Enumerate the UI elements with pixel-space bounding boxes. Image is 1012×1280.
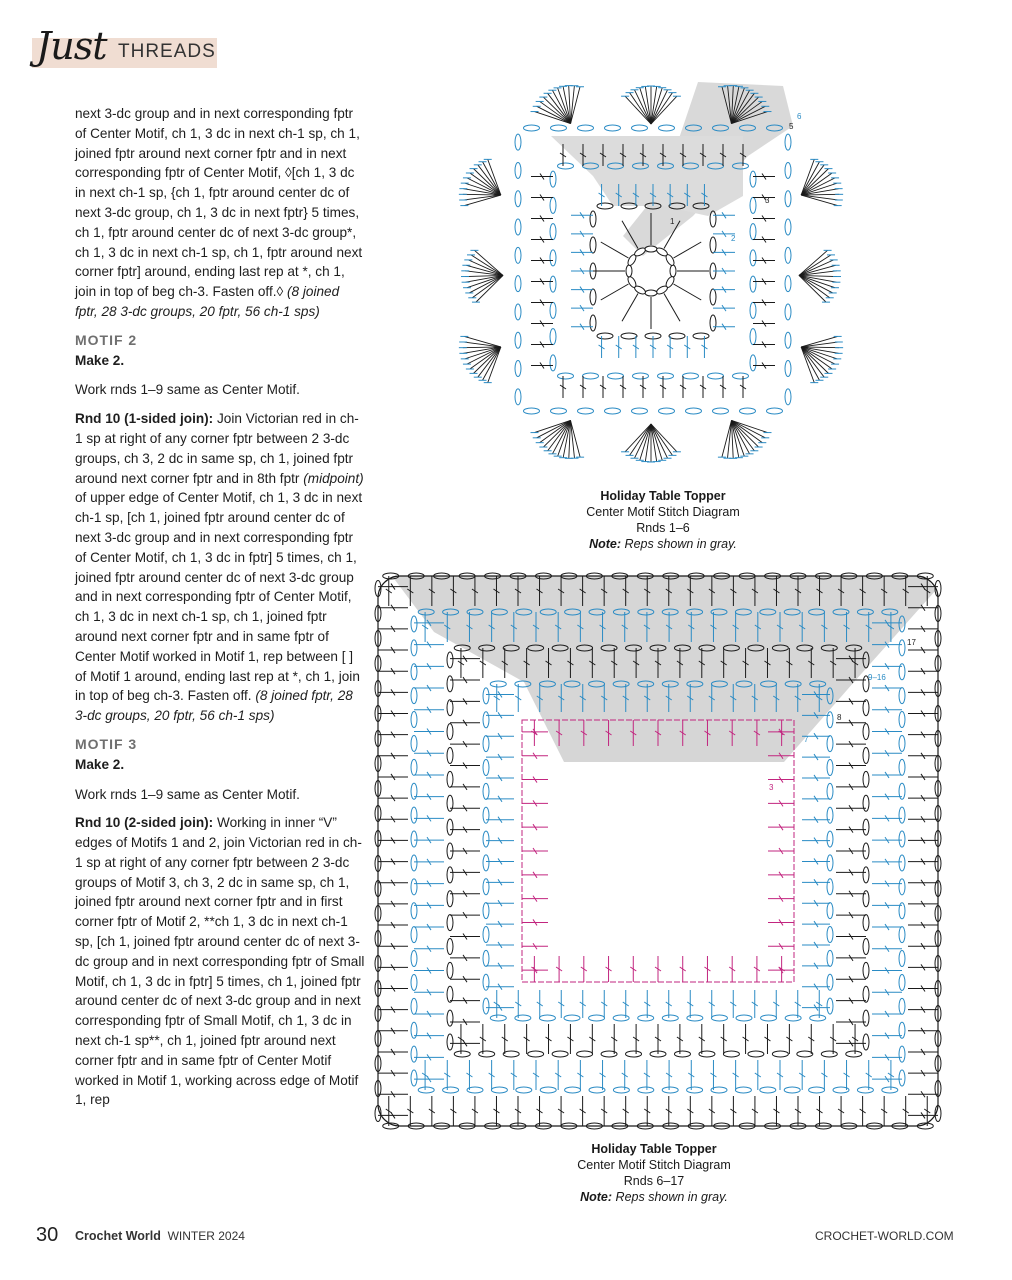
- dc-stitch: [801, 165, 824, 195]
- chain-stitch: [863, 819, 869, 835]
- chain-stitch: [645, 290, 657, 296]
- chain-stitch: [899, 831, 905, 847]
- chain-stitch: [863, 867, 869, 883]
- chain-stitch: [683, 373, 699, 379]
- chain-stitch: [899, 855, 905, 871]
- chain-stitch: [772, 1051, 788, 1057]
- dc-stitch: [463, 195, 501, 200]
- chain-stitch: [863, 747, 869, 763]
- dc-stitch: [478, 347, 501, 377]
- motif2-work: Work rnds 1–9 same as Center Motif.: [75, 382, 300, 398]
- chain-stitch: [827, 903, 833, 919]
- chain-stitch: [785, 191, 791, 207]
- page-number: 30: [36, 1224, 59, 1246]
- chain-stitch: [713, 408, 729, 414]
- pattern-text-column: [75, 104, 365, 1119]
- chain-stitch: [483, 783, 489, 799]
- chain-stitch: [710, 289, 716, 305]
- chain-stitch: [411, 831, 417, 847]
- chain-stitch: [621, 333, 637, 339]
- chain-stitch: [827, 831, 833, 847]
- dc-stitch: [801, 195, 838, 206]
- chain-stitch: [540, 1087, 556, 1093]
- chain-stitch: [515, 219, 521, 235]
- chain-stitch: [899, 1046, 905, 1062]
- chain-stitch: [899, 879, 905, 895]
- chain-stitch: [863, 986, 869, 1002]
- chain-stitch: [662, 1015, 678, 1021]
- chain-stitch: [411, 759, 417, 775]
- dc-stitch: [470, 347, 501, 369]
- chain-stitch: [515, 247, 521, 263]
- chain-stitch: [711, 1015, 727, 1021]
- dc-stitch: [801, 173, 832, 195]
- dc-stitch: [540, 101, 571, 123]
- diagram1-caption: [543, 488, 783, 552]
- chain-stitch: [669, 333, 685, 339]
- chain-stitch: [515, 361, 521, 377]
- chain-stitch: [899, 807, 905, 823]
- chain-stitch: [899, 688, 905, 704]
- chain-stitch: [411, 927, 417, 943]
- dc-stitch: [732, 420, 763, 442]
- dc-stitch: [570, 420, 580, 457]
- chain-stitch: [632, 408, 648, 414]
- chain-stitch: [550, 276, 556, 292]
- chain-stitch: [827, 950, 833, 966]
- chain-stitch: [550, 171, 556, 187]
- chain-stitch: [577, 1051, 593, 1057]
- chain-stitch: [674, 1051, 690, 1057]
- chain-stitch: [578, 125, 594, 131]
- chain-stitch: [411, 951, 417, 967]
- chain-stitch: [447, 867, 453, 883]
- chain-stitch: [659, 408, 675, 414]
- chain-stitch: [605, 408, 621, 414]
- dc-stitch: [464, 195, 501, 206]
- chain-stitch: [785, 134, 791, 150]
- chain-stitch: [899, 712, 905, 728]
- dc-stitch: [664, 294, 680, 322]
- chain-stitch: [785, 276, 791, 292]
- dc-stitch: [801, 336, 838, 347]
- dc-stitch: [728, 420, 732, 458]
- chain-stitch: [827, 855, 833, 871]
- dc-stitch: [801, 195, 839, 200]
- chain-stitch: [411, 616, 417, 632]
- chain-stitch: [664, 253, 675, 266]
- chain-stitch: [863, 795, 869, 811]
- chain-stitch: [863, 700, 869, 716]
- chain-stitch: [447, 771, 453, 787]
- chain-stitch: [655, 284, 668, 295]
- chain-stitch: [761, 1015, 777, 1021]
- chain-stitch: [447, 652, 453, 668]
- chain-stitch: [750, 250, 756, 266]
- chain-stitch: [899, 998, 905, 1014]
- chain-stitch: [708, 373, 724, 379]
- dc-stitch: [601, 284, 629, 300]
- chain-stitch: [899, 951, 905, 967]
- chain-stitch: [550, 250, 556, 266]
- chain-stitch: [863, 962, 869, 978]
- chain-stitch: [659, 125, 675, 131]
- chain-stitch: [528, 1051, 544, 1057]
- chain-stitch: [590, 237, 596, 253]
- diagram1-title: Holiday Table Topper: [600, 489, 726, 503]
- chain-stitch: [590, 289, 596, 305]
- diagram2-caption: [534, 1141, 774, 1205]
- chain-stitch: [899, 927, 905, 943]
- dc-stitch: [470, 173, 501, 195]
- diagram1-note: Note: Reps shown in gray.: [589, 537, 737, 551]
- chain-stitch: [899, 735, 905, 751]
- chain-stitch: [785, 162, 791, 178]
- stitch-diagram-rnds-6-17: [374, 572, 944, 1132]
- chain-stitch: [483, 688, 489, 704]
- chain-stitch: [551, 408, 567, 414]
- chain-stitch: [447, 795, 453, 811]
- footer-magazine: Crochet World WINTER 2024: [75, 1229, 245, 1243]
- chain-stitch: [411, 855, 417, 871]
- chain-stitch: [490, 1015, 506, 1021]
- chain-stitch: [740, 408, 756, 414]
- chain-stitch: [550, 302, 556, 318]
- chain-stitch: [797, 1051, 813, 1057]
- diagram2-note: Note: Reps shown in gray.: [580, 1190, 728, 1204]
- chain-stitch: [558, 373, 574, 379]
- chain-stitch: [760, 1087, 776, 1093]
- chain-stitch: [411, 640, 417, 656]
- chain-stitch: [483, 831, 489, 847]
- chain-stitch: [863, 891, 869, 907]
- chain-stitch: [515, 332, 521, 348]
- chain-stitch: [411, 712, 417, 728]
- dc-stitch: [674, 284, 702, 300]
- motif2-make: Make 2.: [75, 352, 125, 368]
- chain-stitch: [447, 915, 453, 931]
- dc-stitch: [601, 242, 629, 258]
- chain-stitch: [626, 275, 637, 288]
- chain-stitch: [483, 807, 489, 823]
- chain-stitch: [503, 1051, 519, 1057]
- chain-stitch: [483, 879, 489, 895]
- chain-stitch: [447, 1010, 453, 1026]
- chain-stitch: [827, 998, 833, 1014]
- diagram2-subtitle: Center Motif Stitch Diagram: [577, 1158, 731, 1172]
- chain-stitch: [491, 1087, 507, 1093]
- stitch-diagram-rnds-1-6: [443, 66, 863, 486]
- chain-stitch: [899, 1070, 905, 1086]
- chain-stitch: [863, 771, 869, 787]
- rep-gray-region: [392, 576, 936, 762]
- chain-stitch: [411, 688, 417, 704]
- chain-stitch: [882, 1087, 898, 1093]
- chain-stitch: [524, 408, 540, 414]
- chain-stitch: [633, 373, 649, 379]
- chain-stitch: [447, 891, 453, 907]
- dc-stitch: [467, 275, 503, 287]
- chain-stitch: [827, 974, 833, 990]
- chain-stitch: [589, 1015, 605, 1021]
- chain-stitch: [785, 247, 791, 263]
- chain-stitch: [767, 408, 783, 414]
- chain-stitch: [687, 1015, 703, 1021]
- chain-stitch: [539, 1015, 555, 1021]
- chain-stitch: [750, 276, 756, 292]
- chain-stitch: [899, 640, 905, 656]
- dc-stitch: [799, 275, 830, 297]
- chain-stitch: [693, 333, 709, 339]
- chain-stitch: [710, 211, 716, 227]
- diagram1-rounds: Rnds 1–6: [636, 521, 690, 535]
- chain-stitch: [490, 681, 506, 687]
- diagram2-label-8: 8: [837, 713, 842, 722]
- chain-stitch: [418, 1087, 434, 1093]
- chain-stitch: [846, 1051, 862, 1057]
- dc-stitch: [463, 342, 501, 347]
- chain-stitch: [597, 203, 613, 209]
- diagram2-label-9-16: 9–16: [868, 673, 886, 682]
- chain-stitch: [827, 879, 833, 895]
- chain-stitch: [785, 219, 791, 235]
- diagram2-label-7: 7: [804, 735, 809, 744]
- dc-stitch: [801, 347, 824, 377]
- chain-stitch: [735, 1087, 751, 1093]
- chain-stitch: [750, 197, 756, 213]
- logo-text: THREADS: [118, 41, 216, 62]
- chain-stitch: [899, 759, 905, 775]
- chain-stitch: [483, 855, 489, 871]
- chain-stitch: [785, 1015, 801, 1021]
- motif3-round10: Rnd 10 (2-sided join): Working in inner “V” edges of Motifs 1 and 2, join Victorian red in ch-1 sp at right of any corner fptr between 2 3-dc groups of Motif 3, ch 3, 2 dc in same sp, ch 1, joined fptr around next corner fptr and in first corner fptr of Motif 2, **ch 1, 3 dc in next ch-1 sp, [ch 1, joined fptr around center dc of next 3-dc group and in next corresponding fptr of Small Motif, ch 1, 3 dc in fptr] 5 times, ch 1, joined fptr around center dc of next 3-dc group and in next corresponding fptr of Small Motif, ch 1, 3 dc in next ch-1 sp**, ch 1, joined fptr around next corner fptr and in same fptr of Center Motif worked in Motif 1, working across edge of Motif 1, rep: [75, 815, 365, 1108]
- footer-site: CROCHET-WORLD.COM: [815, 1229, 954, 1243]
- chain-stitch: [550, 355, 556, 371]
- diagram1-subtitle: Center Motif Stitch Diagram: [586, 505, 740, 519]
- chain-stitch: [515, 276, 521, 292]
- chain-stitch: [785, 389, 791, 405]
- chain-stitch: [750, 302, 756, 318]
- chain-stitch: [552, 1051, 568, 1057]
- chain-stitch: [583, 373, 599, 379]
- motif3-heading: MOTIF 3: [75, 735, 138, 752]
- chain-stitch: [821, 1051, 837, 1057]
- dc-stitch: [472, 275, 503, 297]
- chain-stitch: [483, 712, 489, 728]
- chain-stitch: [733, 373, 749, 379]
- chain-stitch: [638, 1015, 654, 1021]
- chain-stitch: [662, 1087, 678, 1093]
- chain-stitch: [564, 1015, 580, 1021]
- chain-stitch: [447, 1034, 453, 1050]
- chain-stitch: [447, 676, 453, 692]
- chain-stitch: [515, 304, 521, 320]
- chain-stitch: [710, 237, 716, 253]
- chain-stitch: [443, 1087, 459, 1093]
- diagram2-title: Holiday Table Topper: [591, 1142, 717, 1156]
- chain-stitch: [447, 819, 453, 835]
- chain-stitch: [483, 927, 489, 943]
- diagram1-label-3: 3: [765, 196, 770, 205]
- chain-stitch: [411, 974, 417, 990]
- chain-stitch: [810, 1015, 826, 1021]
- chain-stitch: [447, 724, 453, 740]
- chain-stitch: [613, 1015, 629, 1021]
- motif3-work: Work rnds 1–9 same as Center Motif.: [75, 786, 300, 802]
- chain-stitch: [785, 361, 791, 377]
- chain-stitch: [483, 950, 489, 966]
- chain-stitch: [447, 747, 453, 763]
- chain-stitch: [605, 125, 621, 131]
- diagram2-label-3: 3: [769, 783, 774, 792]
- dc-stitch: [464, 336, 501, 347]
- chain-stitch: [515, 162, 521, 178]
- dc-stitch: [540, 420, 571, 442]
- chain-stitch: [411, 735, 417, 751]
- logo-script: Just: [36, 24, 107, 68]
- chain-stitch: [632, 125, 648, 131]
- chain-stitch: [550, 197, 556, 213]
- chain-stitch: [784, 1087, 800, 1093]
- diagram1-label-1: 1: [670, 217, 675, 226]
- dc-stitch: [630, 93, 651, 124]
- diagram2-rounds: Rnds 6–17: [623, 1174, 685, 1188]
- chain-stitch: [750, 224, 756, 240]
- chain-stitch: [590, 315, 596, 331]
- chain-stitch: [827, 783, 833, 799]
- dc-stitch: [722, 420, 732, 457]
- dc-stitch: [651, 424, 672, 455]
- dc-stitch: [630, 424, 651, 455]
- chain-stitch: [863, 915, 869, 931]
- chain-stitch: [687, 1087, 703, 1093]
- chain-stitch: [558, 163, 574, 169]
- chain-stitch: [590, 211, 596, 227]
- diagram1-label-6: 6: [797, 112, 802, 121]
- dc-stitch: [478, 165, 501, 195]
- chain-stitch: [827, 736, 833, 752]
- chain-stitch: [597, 333, 613, 339]
- chain-stitch: [748, 1051, 764, 1057]
- chain-stitch: [626, 265, 632, 277]
- chain-stitch: [447, 939, 453, 955]
- chain-stitch: [565, 1087, 581, 1093]
- chain-stitch: [638, 1087, 654, 1093]
- chain-stitch: [827, 927, 833, 943]
- chain-stitch: [827, 760, 833, 776]
- chain-stitch: [857, 1087, 873, 1093]
- chain-stitch: [750, 171, 756, 187]
- dc-stitch: [543, 97, 570, 123]
- chain-stitch: [454, 1051, 470, 1057]
- chain-stitch: [710, 315, 716, 331]
- chain-stitch: [809, 1087, 825, 1093]
- chain-stitch: [515, 134, 521, 150]
- chain-stitch: [750, 329, 756, 345]
- chain-stitch: [827, 807, 833, 823]
- chain-stitch: [411, 879, 417, 895]
- chain-stitch: [411, 1046, 417, 1062]
- diagram1-label-5: 5: [789, 122, 794, 131]
- chain-stitch: [483, 903, 489, 919]
- chain-stitch: [658, 373, 674, 379]
- chain-stitch: [863, 724, 869, 740]
- motif2-round10: Rnd 10 (1-sided join): Join Victorian red in ch-1 sp at right of any corner fptr between 2 3-dc groups, ch 3, 2 dc in same sp, ch 1, joined fptr around next corner fptr and in 8th fptr (midpoint) of upper edge of Center Motif, ch 1, 3 dc in next ch-1 sp, [ch 1, joined fptr around center dc of next 3-dc group and in next corresponding fptr of Center Motif, ch 1, 3 dc in fptr] 5 times, ch 1, joined fptr around center dc of next 3-dc group and in next corresponding fptr of Center Motif, ch 1, 3 dc in next ch-1 sp, ch 1, joined fptr around next corner fptr and in same fptr of Center Motif worked in Motif 1, rep between [ ] of Motif 1 around, ending last rep at *, ch 1, join in top of beg ch-3. Fasten off. (8 joined fptr, 28 3-dc groups, 20 fptr, 56 ch-1 sps): [75, 411, 364, 724]
- chain-stitch: [686, 408, 702, 414]
- dc-stitch: [651, 93, 672, 124]
- chain-stitch: [515, 389, 521, 405]
- chain-stitch: [723, 1051, 739, 1057]
- diagram2-label-17: 17: [907, 638, 916, 647]
- chain-stitch: [483, 998, 489, 1014]
- chain-stitch: [626, 1051, 642, 1057]
- chain-stitch: [578, 408, 594, 414]
- motif3-make: Make 2.: [75, 756, 125, 772]
- chain-stitch: [613, 1087, 629, 1093]
- chain-stitch: [863, 1010, 869, 1026]
- chain-stitch: [515, 191, 521, 207]
- motif2-heading: MOTIF 2: [75, 331, 138, 348]
- diagram1-label-2: 2: [731, 234, 736, 243]
- dc-stitch: [801, 347, 832, 369]
- chain-stitch: [608, 373, 624, 379]
- chain-stitch: [411, 1070, 417, 1086]
- chain-stitch: [785, 332, 791, 348]
- chain-stitch: [483, 760, 489, 776]
- chain-stitch: [516, 1087, 532, 1093]
- dc-stitch: [570, 420, 574, 458]
- chain-stitch: [550, 329, 556, 345]
- chain-stitch: [550, 224, 556, 240]
- chain-stitch: [863, 939, 869, 955]
- chain-stitch: [447, 962, 453, 978]
- chain-stitch: [827, 712, 833, 728]
- chain-stitch: [670, 265, 676, 277]
- chain-stitch: [447, 986, 453, 1002]
- chain-stitch: [479, 1051, 495, 1057]
- chain-stitch: [750, 355, 756, 371]
- chain-stitch: [863, 1034, 869, 1050]
- dc-stitch: [801, 342, 839, 347]
- chain-stitch: [736, 1015, 752, 1021]
- dc-stitch: [674, 242, 702, 258]
- chain-stitch: [645, 246, 657, 252]
- chain-stitch: [785, 304, 791, 320]
- chain-stitch: [899, 974, 905, 990]
- chain-stitch: [411, 998, 417, 1014]
- chain-stitch: [524, 125, 540, 131]
- dc-stitch: [622, 294, 638, 322]
- chain-stitch: [411, 807, 417, 823]
- chain-stitch: [515, 1015, 531, 1021]
- chain-stitch: [483, 736, 489, 752]
- paragraph-continuation: next 3-dc group and in next corresponding fptr of Center Motif, ch 1, 3 dc in next ch-1 sp, ch 1, joined fptr around next corner fptr and in next corresponding fptr of Center Motif, ◊[ch 1, 3 dc in next ch-1 sp, {ch 1, fptr around center dc of next 3-dc group, ch 1, 3 dc in next fptr} 5 times, ch 1, fptr around center dc of next 3-dc group*, ch 1, 3 dc in next ch-1 sp, ch 1, fptr around next corner fptr] around, ending last rep at *, ch 1, join in top of beg ch-3. Fasten off.◊ (8 joined fptr, 28 3-dc groups, 20 fptr, 56 ch-1 sps): [75, 106, 363, 319]
- chain-stitch: [483, 974, 489, 990]
- dc-stitch: [799, 275, 835, 287]
- chain-stitch: [447, 700, 453, 716]
- chain-stitch: [551, 125, 567, 131]
